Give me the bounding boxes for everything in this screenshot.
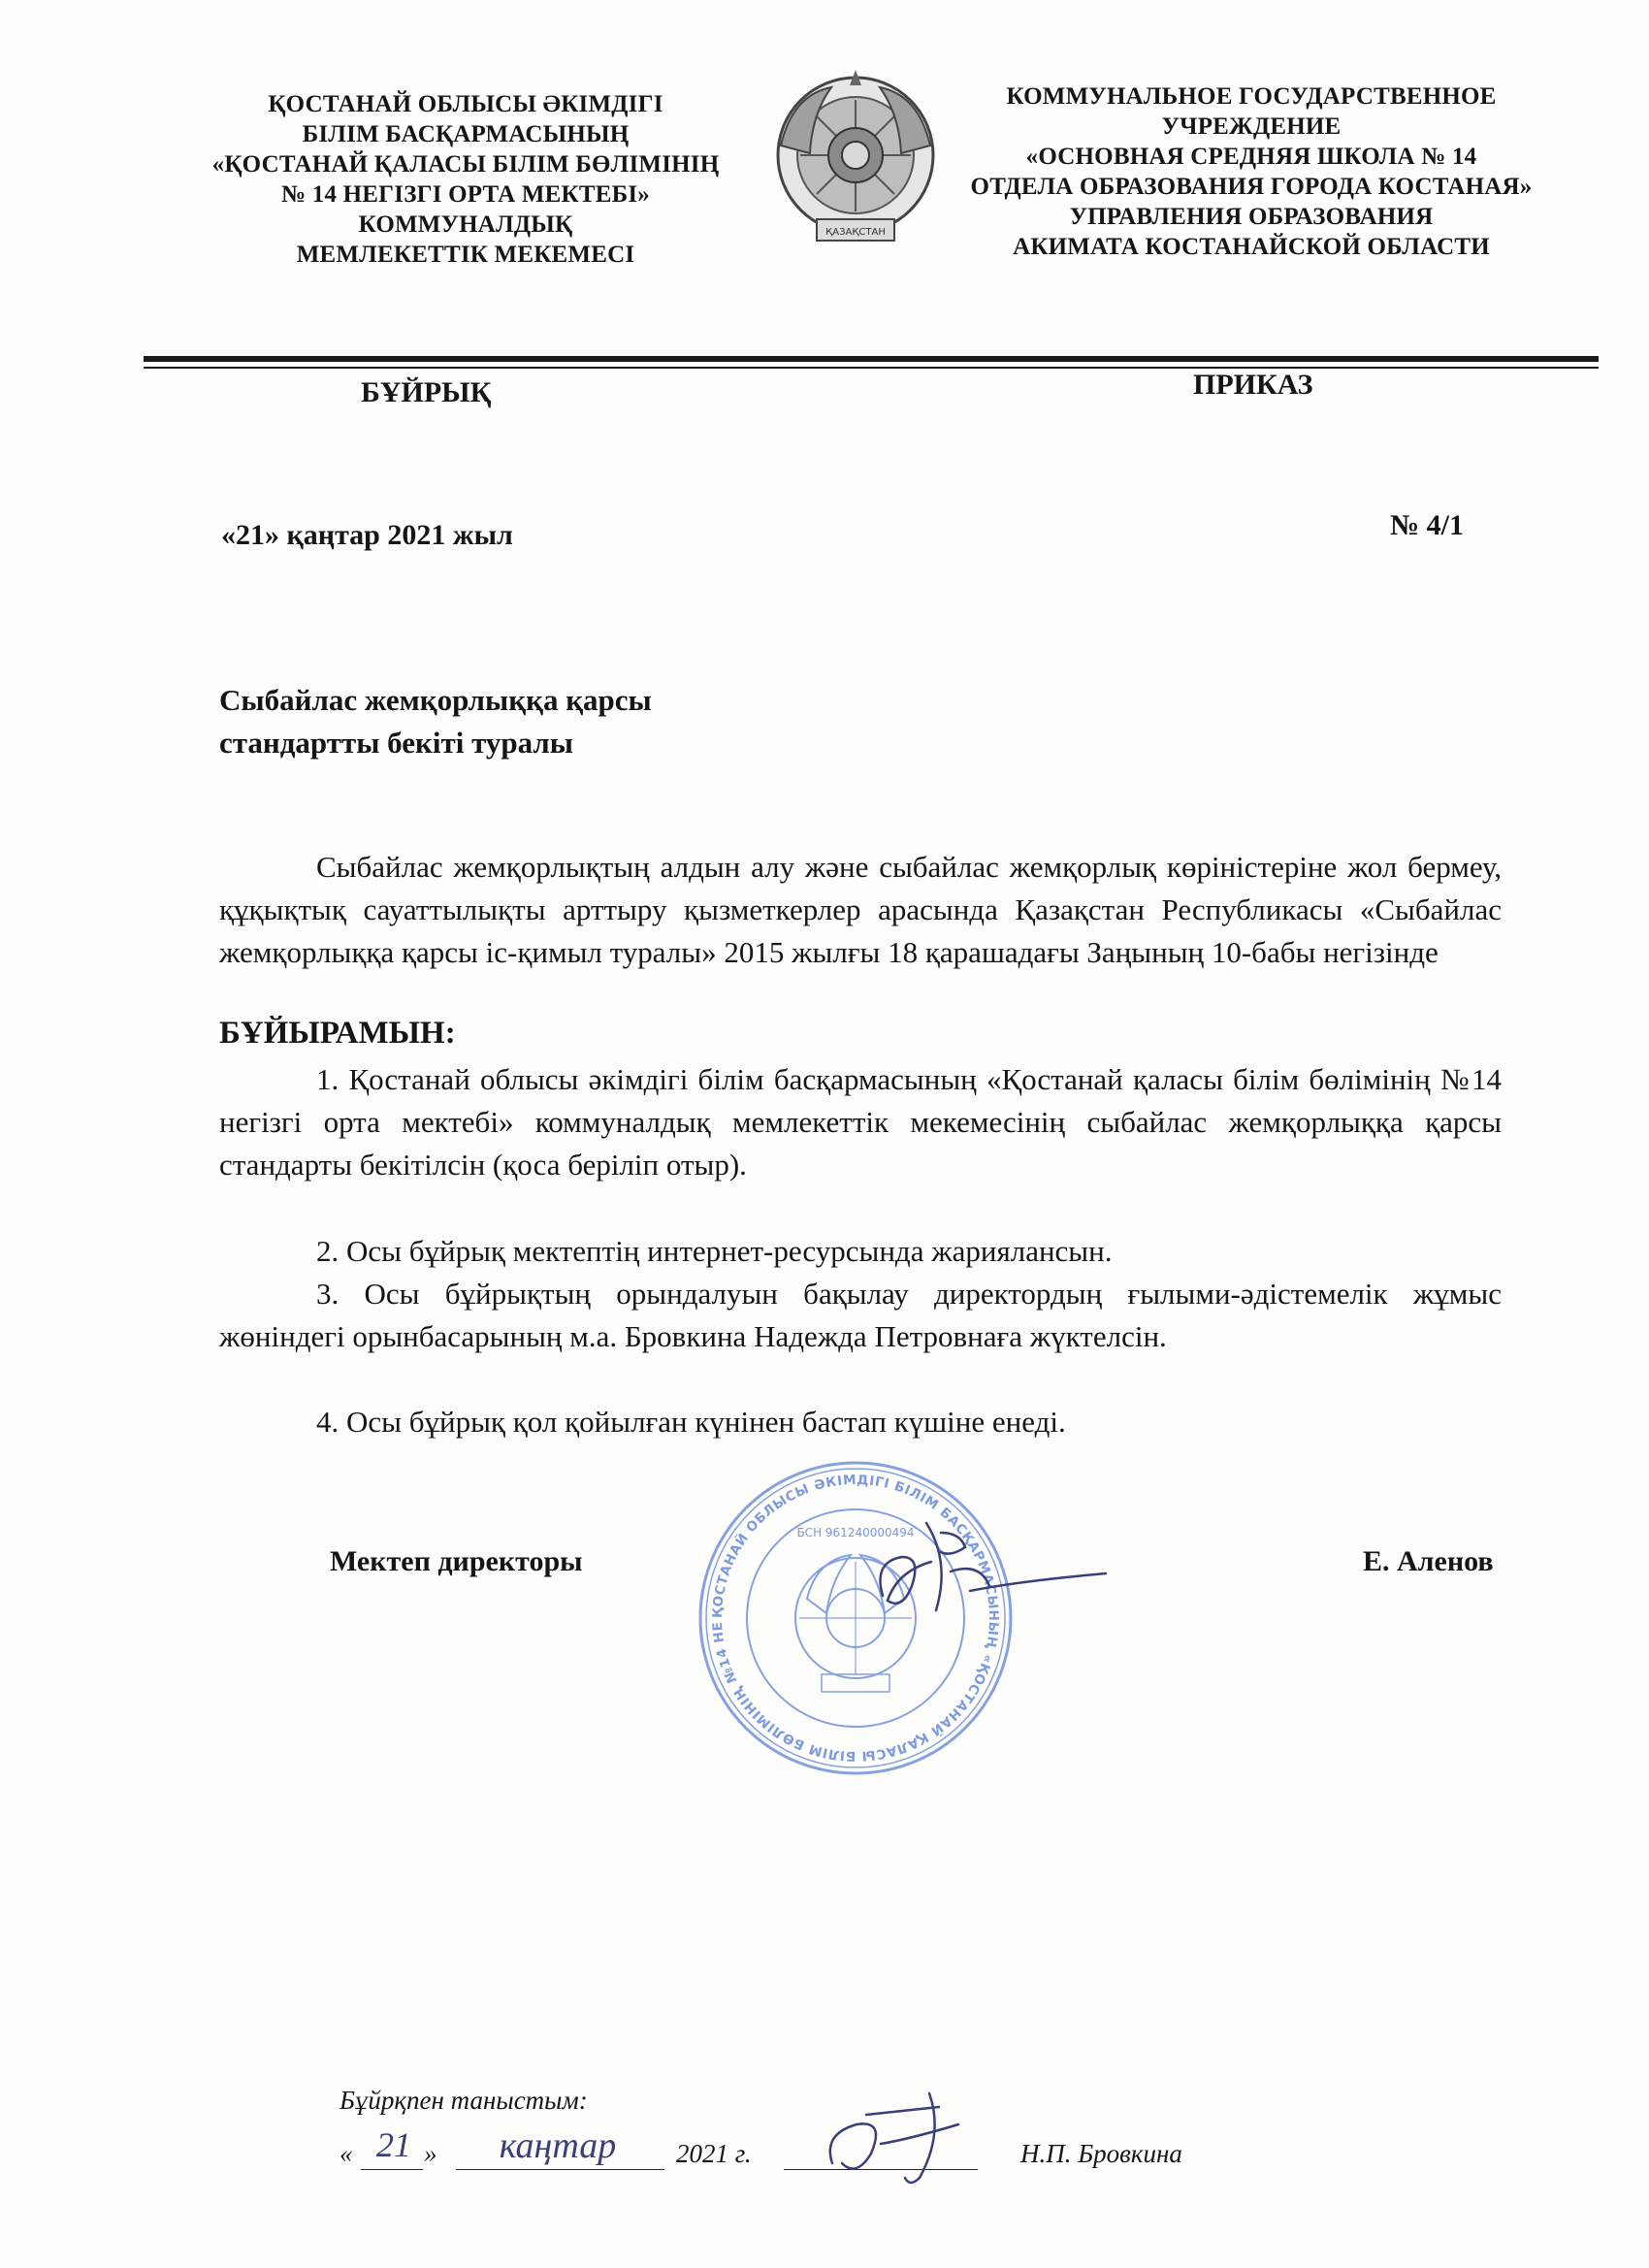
subject-line: стандартты бекіті туралы [219,726,573,760]
order-number: № 4/1 [1390,509,1464,541]
stamp-bin: БСН 961240000494 [796,1526,915,1539]
header-left-line: ҚОСТАНАЙ ОБЛЫСЫ ӘКІМДІГІ [268,91,663,117]
director-handwritten-signature [844,1504,1116,1639]
header-right-line: «ОСНОВНАЯ СРЕДНЯЯ ШКОЛА № 14 [1025,144,1477,170]
ack-year: 2021 г. [676,2139,752,2168]
header-right-line: ОТДЕЛА ОБРАЗОВАНИЯ ГОРОДА КОСТАНАЯ» [970,174,1533,200]
header-left-line: КОММУНАЛДЫҚ [358,211,573,238]
header-right-line: УЧРЕЖДЕНИЕ [1161,113,1342,140]
emblem-text: ҚАЗАҚСТАН [825,227,886,238]
header-right-line: УПРАВЛЕНИЯ ОБРАЗОВАНИЯ [1069,204,1434,230]
header-left-line: БІЛІМ БАСҚАРМАСЫНЫҢ [302,121,630,147]
header-divider-thin [144,367,1599,369]
acknowledgement-handwritten-signature [813,2086,1007,2192]
header-left-kz [179,89,752,270]
header-divider-thick [144,356,1599,362]
orders-word: БҰЙЫРАМЫН: [219,1016,456,1051]
header-left-line: № 14 НЕГІЗГІ ОРТА МЕКТЕБІ» [281,181,650,208]
signatory-name: Е. Аленов [1363,1545,1494,1577]
order-title-kz: БҰЙРЫҚ [361,376,492,408]
signatory-title: Мектеп директоры [330,1545,583,1577]
subject-line: Сыбайлас жемқорлыққа қарсы [219,683,652,717]
stamp-ring-text: ҚОСТАНАЙ ОБЛЫСЫ ӘКІМДІГІ БІЛІМ БАСҚАРМАСЫНЫҢ «ҚОСТАНАЙ ҚАЛАСЫ БІЛІМ БӨЛІМІНІҢ №14 НЕ [709,1472,1002,1765]
header-right-line: АКИМАТА КОСТАНАЙСКОЙ ОБЛАСТИ [1013,234,1490,260]
order-item-2: 2. Осы бұйрық мектептің интернет-ресурсында жариялансын. [316,1234,1113,1268]
order-subject [219,679,652,764]
order-item-1: 1. Қостанай облысы әкімдігі білім басқармасының «Қостанай қаласы білім бөлімінің №14 негізгі орта мектебі» коммуналдық мемлекеттік мекемесінің сыбайлас жемқорлыққа қарсы стандарты бекітілсін (қоса беріліп отыр). [219,1062,1502,1182]
ack-quote-open: « [340,2139,353,2168]
order-item-4: 4. Осы бұйрық қол қойылған күнінен бастап күшіне енеді. [316,1405,1066,1439]
acknowledgement-label: Бұйрқпен таныстым: [340,2086,588,2115]
header-left-line: «ҚОСТАНАЙ ҚАЛАСЫ БІЛІМ БӨЛІМІНІҢ [211,151,720,178]
ack-day-underline [361,2169,423,2170]
order-item-3: 3. Осы бұйрықтың орындалуын бақылау директордың ғылыми-әдістемелік жұмыс жөніндегі орынбасарының м.а. Бровкина Надежда Петровнаға жүктелсін. [219,1277,1502,1353]
order-title-ru: ПРИКАЗ [1193,369,1313,401]
ack-name: Н.П. Бровкина [1020,2139,1182,2168]
preamble-paragraph: Сыбайлас жемқорлықтың алдын алу және сыбайлас жемқорлық көріністеріне жол бермеу, құқықтық сауаттылықты арттыру қызметкерлер арасында Қазақстан Республикасы «Сыбайлас жемқорлыққа қарсы іс-қимыл туралы» 2015 жылғы 18 қарашадағы Заңының 10-бабы негізінде [219,850,1502,969]
order-date: «21» қаңтар 2021 жыл [221,519,513,551]
ack-quote-close: » [424,2139,437,2168]
ack-month-underline [456,2169,664,2170]
header-right-line: КОММУНАЛЬНОЕ ГОСУДАРСТВЕННОЕ [1006,83,1497,110]
ack-month-handwritten: каңтар [499,2125,617,2166]
header-right-ru [912,81,1591,262]
ack-day-handwritten: 21 [376,2125,411,2164]
header-left-line: МЕМЛЕКЕТТІК МЕКЕМЕСІ [296,242,635,268]
